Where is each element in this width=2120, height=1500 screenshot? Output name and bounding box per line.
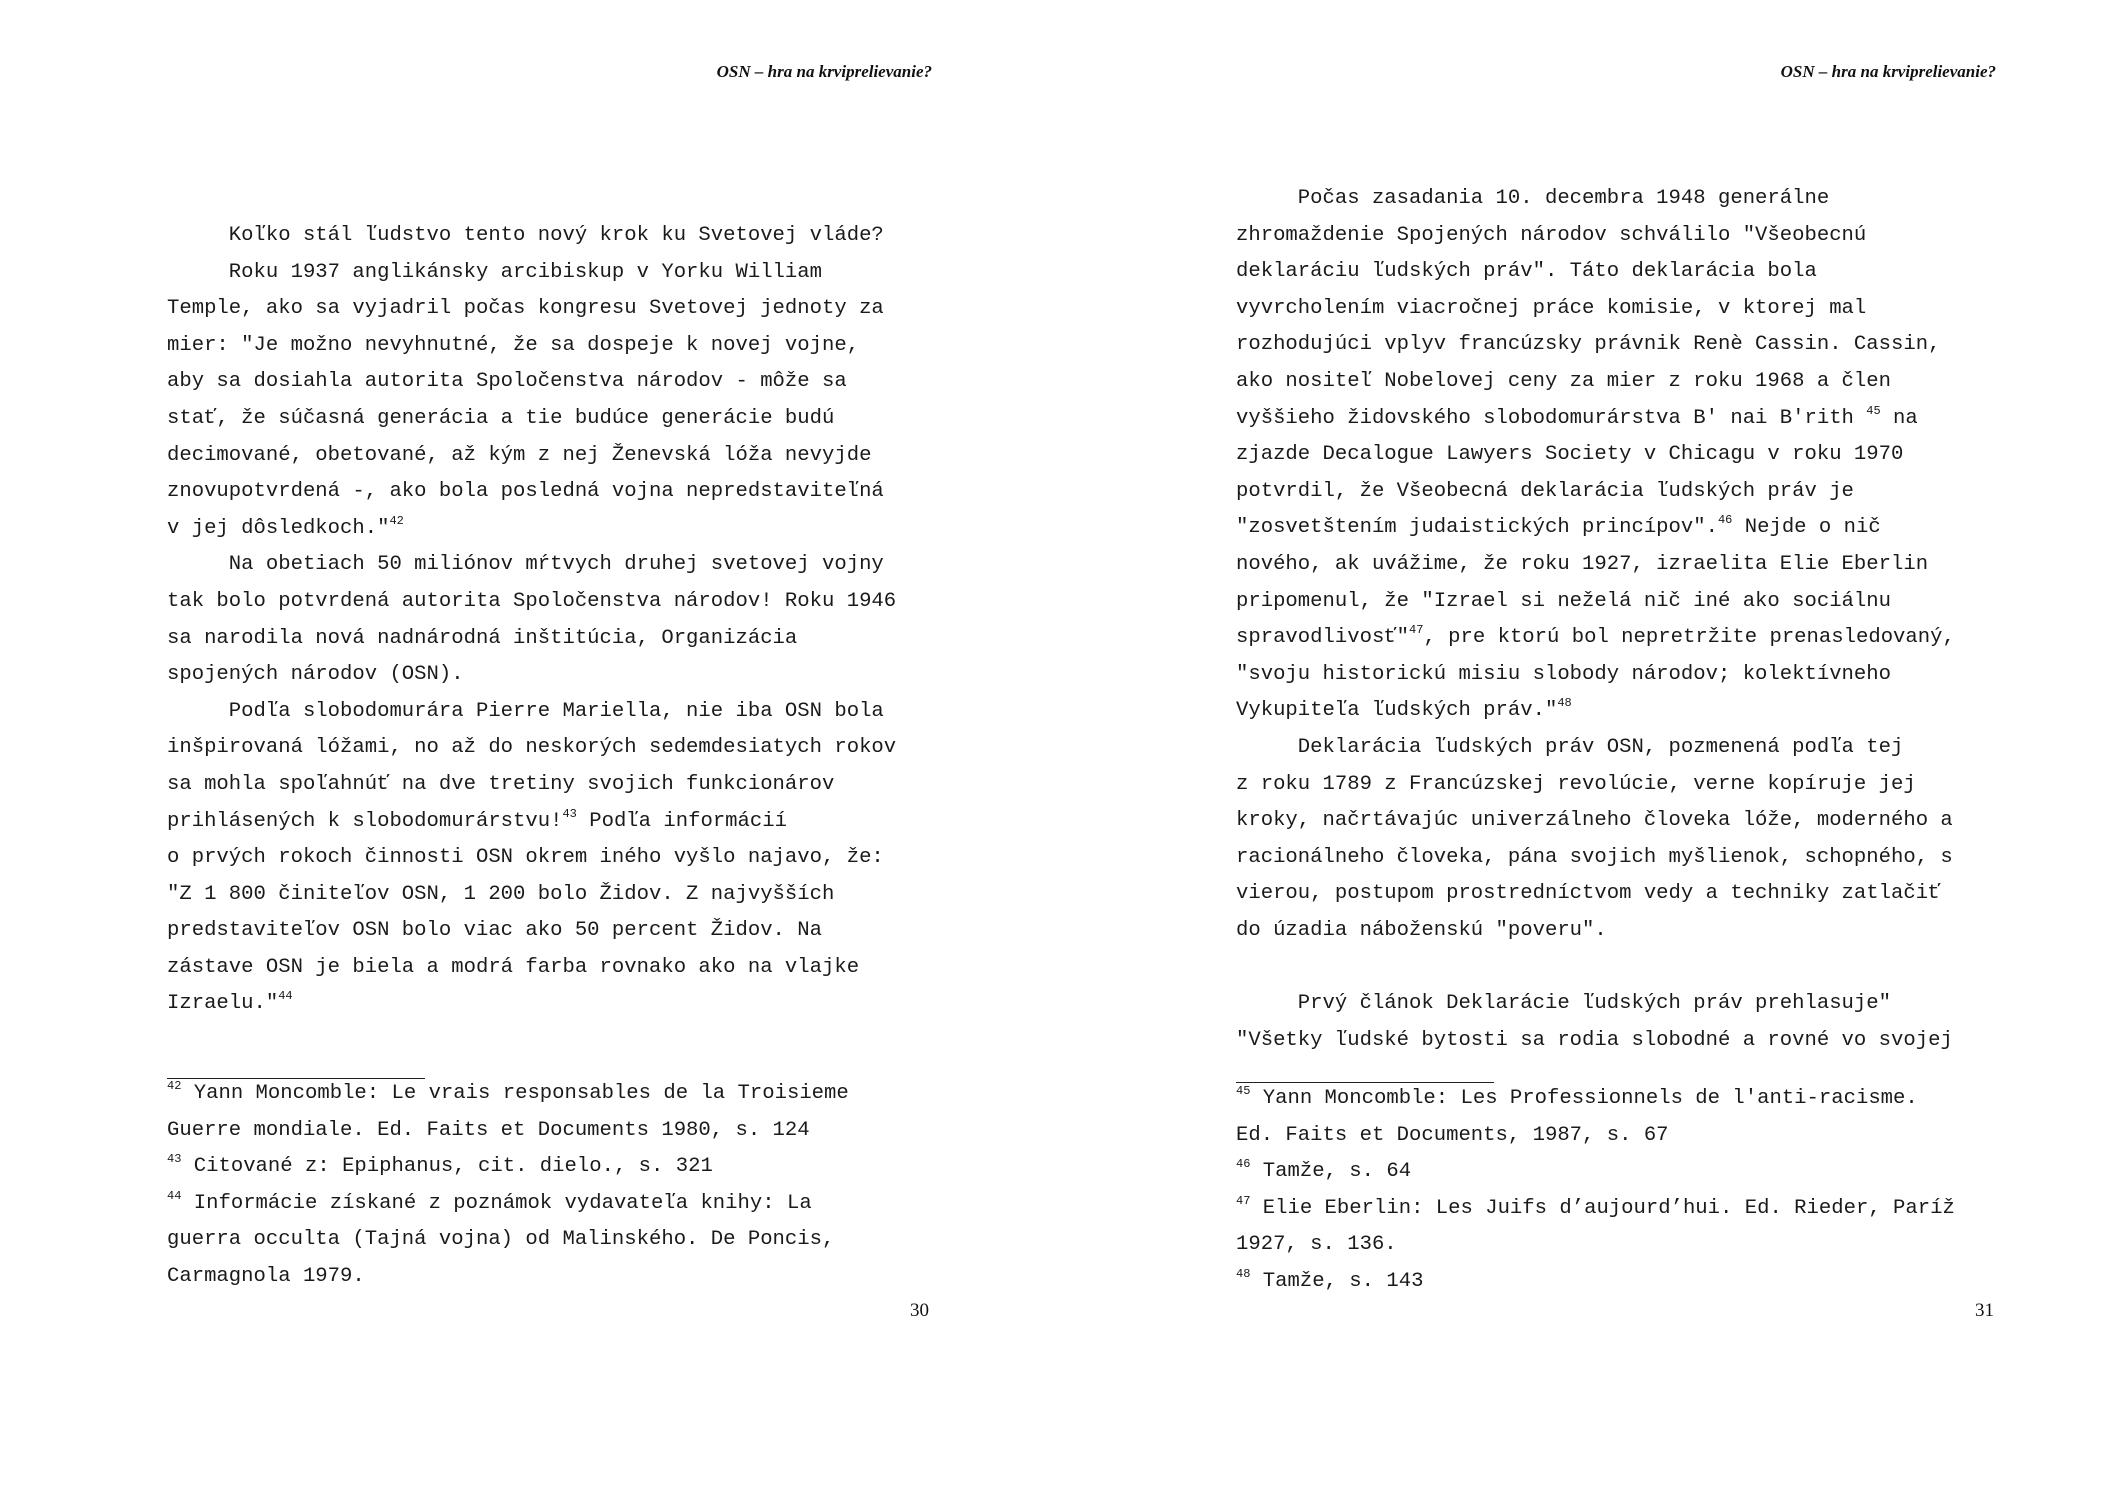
footnote-marker: 44: [278, 989, 293, 1004]
text-line: decimované, obetované, až kým z nej Ženevská lóža nevyjde: [167, 443, 872, 467]
running-header: OSN – hra na krviprelievanie?: [1780, 62, 1996, 81]
footnote-line: Elie Eberlin: Les Juifs d’aujourd’hui. Ed. Rieder, Paríž: [1250, 1196, 1955, 1220]
text-line: , pre ktorú bol nepretržite prenasledovaný,: [1423, 626, 1955, 650]
footnote-line: Yann Moncomble: Les Professionnels de l'anti-racisme.: [1250, 1087, 1918, 1110]
text-line: mier: "Je možno nevyhnutné, že sa dospeje k novej vojne,: [167, 333, 860, 357]
footnotes: [167, 1076, 849, 1296]
text-line: Podľa informácií: [576, 809, 787, 833]
text-line: tak bolo potvrdená autorita Spoločenstva národov! Roku 1946: [167, 589, 897, 613]
text-line: v jej dôsledkoch.": [167, 516, 390, 540]
text-line: o prvých rokoch činnosti OSN okrem iného vyšlo najavo, že:: [167, 846, 884, 870]
footnote-marker: 47: [1409, 623, 1424, 638]
footnote-number: 47: [1236, 1193, 1251, 1208]
body-text: [1236, 181, 1955, 1059]
text-line: pripomenul, že "Izrael si neželá nič iné ako sociálnu: [1236, 589, 1891, 613]
text-line: "zosvetštením judaistických princípov".: [1236, 516, 1718, 540]
body-text: [167, 218, 896, 1023]
text-line: spravodlivosť": [1236, 626, 1410, 650]
text-line: vyvrcholením viacročnej práce komisie, v ktorej mal: [1236, 296, 1867, 320]
text-line: Roku 1937 anglikánsky arcibiskup v Yorku William: [167, 260, 822, 284]
text-line: inšpirovaná lóžami, no až do neskorých sedemdesiatych rokov: [167, 736, 897, 760]
text-line: "Všetky ľudské bytosti sa rodia slobodné a rovné vo svojej: [1236, 1028, 1953, 1052]
text-line: do úzadia náboženskú "poveru".: [1236, 918, 1607, 942]
text-line: Izraelu.": [167, 992, 279, 1016]
footnote-number: 48: [1236, 1266, 1251, 1281]
footnote-marker: 42: [389, 513, 404, 528]
text-line: z roku 1789 z Francúzskej revolúcie, verne kopíruje jej: [1236, 772, 1916, 796]
footnote-line: Tamže, s. 64: [1250, 1160, 1412, 1184]
text-line: "svoju historickú misiu slobody národov; kolektívneho: [1236, 662, 1891, 686]
text-line: znovupotvrdená -, ako bola posledná vojna nepredstaviteľná: [167, 480, 884, 504]
footnote-line: Guerre mondiale. Ed. Faits et Documents 1980, s. 124: [167, 1118, 810, 1142]
text-line: sa narodila nová nadnárodná inštitúcia, Organizácia: [167, 626, 798, 650]
page-number: 31: [1975, 1300, 1994, 1321]
text-line: aby sa dosiahla autorita Spoločenstva národov - môže sa: [167, 370, 847, 394]
text-line: potvrdil, že Všeobecná deklarácia ľudských práv je: [1236, 479, 1854, 503]
footnote-line: Tamže, s. 143: [1250, 1269, 1424, 1293]
text-line: spojených národov (OSN).: [167, 663, 464, 687]
footnote-number: 42: [167, 1079, 182, 1093]
footnote-line: Informácie získané z poznámok vydavateľa knihy: La: [181, 1191, 812, 1215]
text-line: Deklarácia ľudských práv OSN, pozmenená podľa tej: [1236, 735, 1904, 759]
text-line: Koľko stál ľudstvo tento nový krok ku Svetovej vláde?: [167, 224, 884, 247]
footnote-marker: 45: [1866, 403, 1881, 418]
footnote-number: 44: [167, 1188, 182, 1203]
right-page: [1060, 0, 2120, 1500]
footnotes: [1236, 1081, 1955, 1301]
text-line: racionálneho človeka, pána svojich myšlienok, schopného, s: [1236, 845, 1953, 869]
text-line: Na obetiach 50 miliónov mŕtvych druhej svetovej vojny: [167, 553, 884, 577]
text-line: ako nositeľ Nobelovej ceny za mier z roku 1968 a člen: [1236, 369, 1891, 393]
text-line: stať, že súčasná generácia a tie budúce generácie budú: [167, 406, 835, 430]
text-line: na: [1880, 406, 1918, 430]
text-line: sa mohla spoľahnúť na dve tretiny svojich funkcionárov: [167, 772, 835, 796]
text-line: "Z 1 800 činiteľov OSN, 1 200 bolo Židov. Z najvyšších: [167, 882, 835, 906]
text-line: Nejde o nič: [1732, 516, 1881, 540]
footnote-line: Yann Moncomble: Le vrais responsables de la Troisieme: [181, 1082, 849, 1105]
footnote-marker: 48: [1557, 696, 1572, 711]
text-line: zjazde Decalogue Lawyers Society v Chicagu v roku 1970: [1236, 443, 1904, 467]
text-line: Počas zasadania 10. decembra 1948 generálne: [1236, 187, 1830, 210]
footnote-line: Citované z: Epiphanus, cit. dielo., s. 321: [181, 1155, 713, 1179]
footnote-line: Carmagnola 1979.: [167, 1264, 365, 1288]
footnote-number: 45: [1236, 1084, 1251, 1098]
text-line: Temple, ako sa vyjadril počas kongresu Svetovej jednoty za: [167, 297, 884, 321]
text-line: Prvý článok Deklarácie ľudských práv prehlasuje": [1236, 992, 1891, 1016]
running-header: OSN – hra na krviprelievanie?: [716, 62, 932, 81]
text-line: Vykupiteľa ľudských práv.": [1236, 699, 1558, 723]
text-line: zástave OSN je biela a modrá farba rovnako ako na vlajke: [167, 955, 860, 979]
footnote-line: guerra occulta (Tajná vojna) od Malinského. De Poncis,: [167, 1228, 835, 1252]
footnote-line: 1927, s. 136.: [1236, 1233, 1397, 1257]
text-line: nového, ak uvážime, že roku 1927, izraelita Elie Eberlin: [1236, 552, 1929, 576]
footnote-number: 43: [167, 1152, 182, 1167]
footnote-line: Ed. Faits et Documents, 1987, s. 67: [1236, 1123, 1669, 1147]
footnote-marker: 43: [562, 806, 577, 821]
text-line: zhromaždenie Spojených národov schválilo "Všeobecnú: [1236, 223, 1867, 247]
text-line: vierou, postupom prostredníctvom vedy a techniky zatlačiť: [1236, 882, 1941, 906]
page-number: 30: [910, 1300, 929, 1321]
text-line: predstaviteľov OSN bolo viac ako 50 percent Židov. Na: [167, 919, 822, 943]
text-line: prihlásených k slobodomurárstvu!: [167, 809, 563, 833]
text-line: kroky, načrtávajúc univerzálneho človeka lóže, moderného a: [1236, 809, 1953, 833]
text-line: vyššieho židovského slobodomurárstva B' nai B'rith: [1236, 406, 1867, 430]
footnote-number: 46: [1236, 1157, 1251, 1172]
footnote-marker: 46: [1717, 513, 1733, 528]
text-line: Podľa slobodomurára Pierre Mariella, nie iba OSN bola: [167, 699, 884, 723]
text-line: rozhodujúci vplyv francúzsky právnik Renè Cassin. Cassin,: [1236, 333, 1941, 357]
text-line: deklaráciu ľudských práv". Táto deklarácia bola: [1236, 260, 1817, 284]
